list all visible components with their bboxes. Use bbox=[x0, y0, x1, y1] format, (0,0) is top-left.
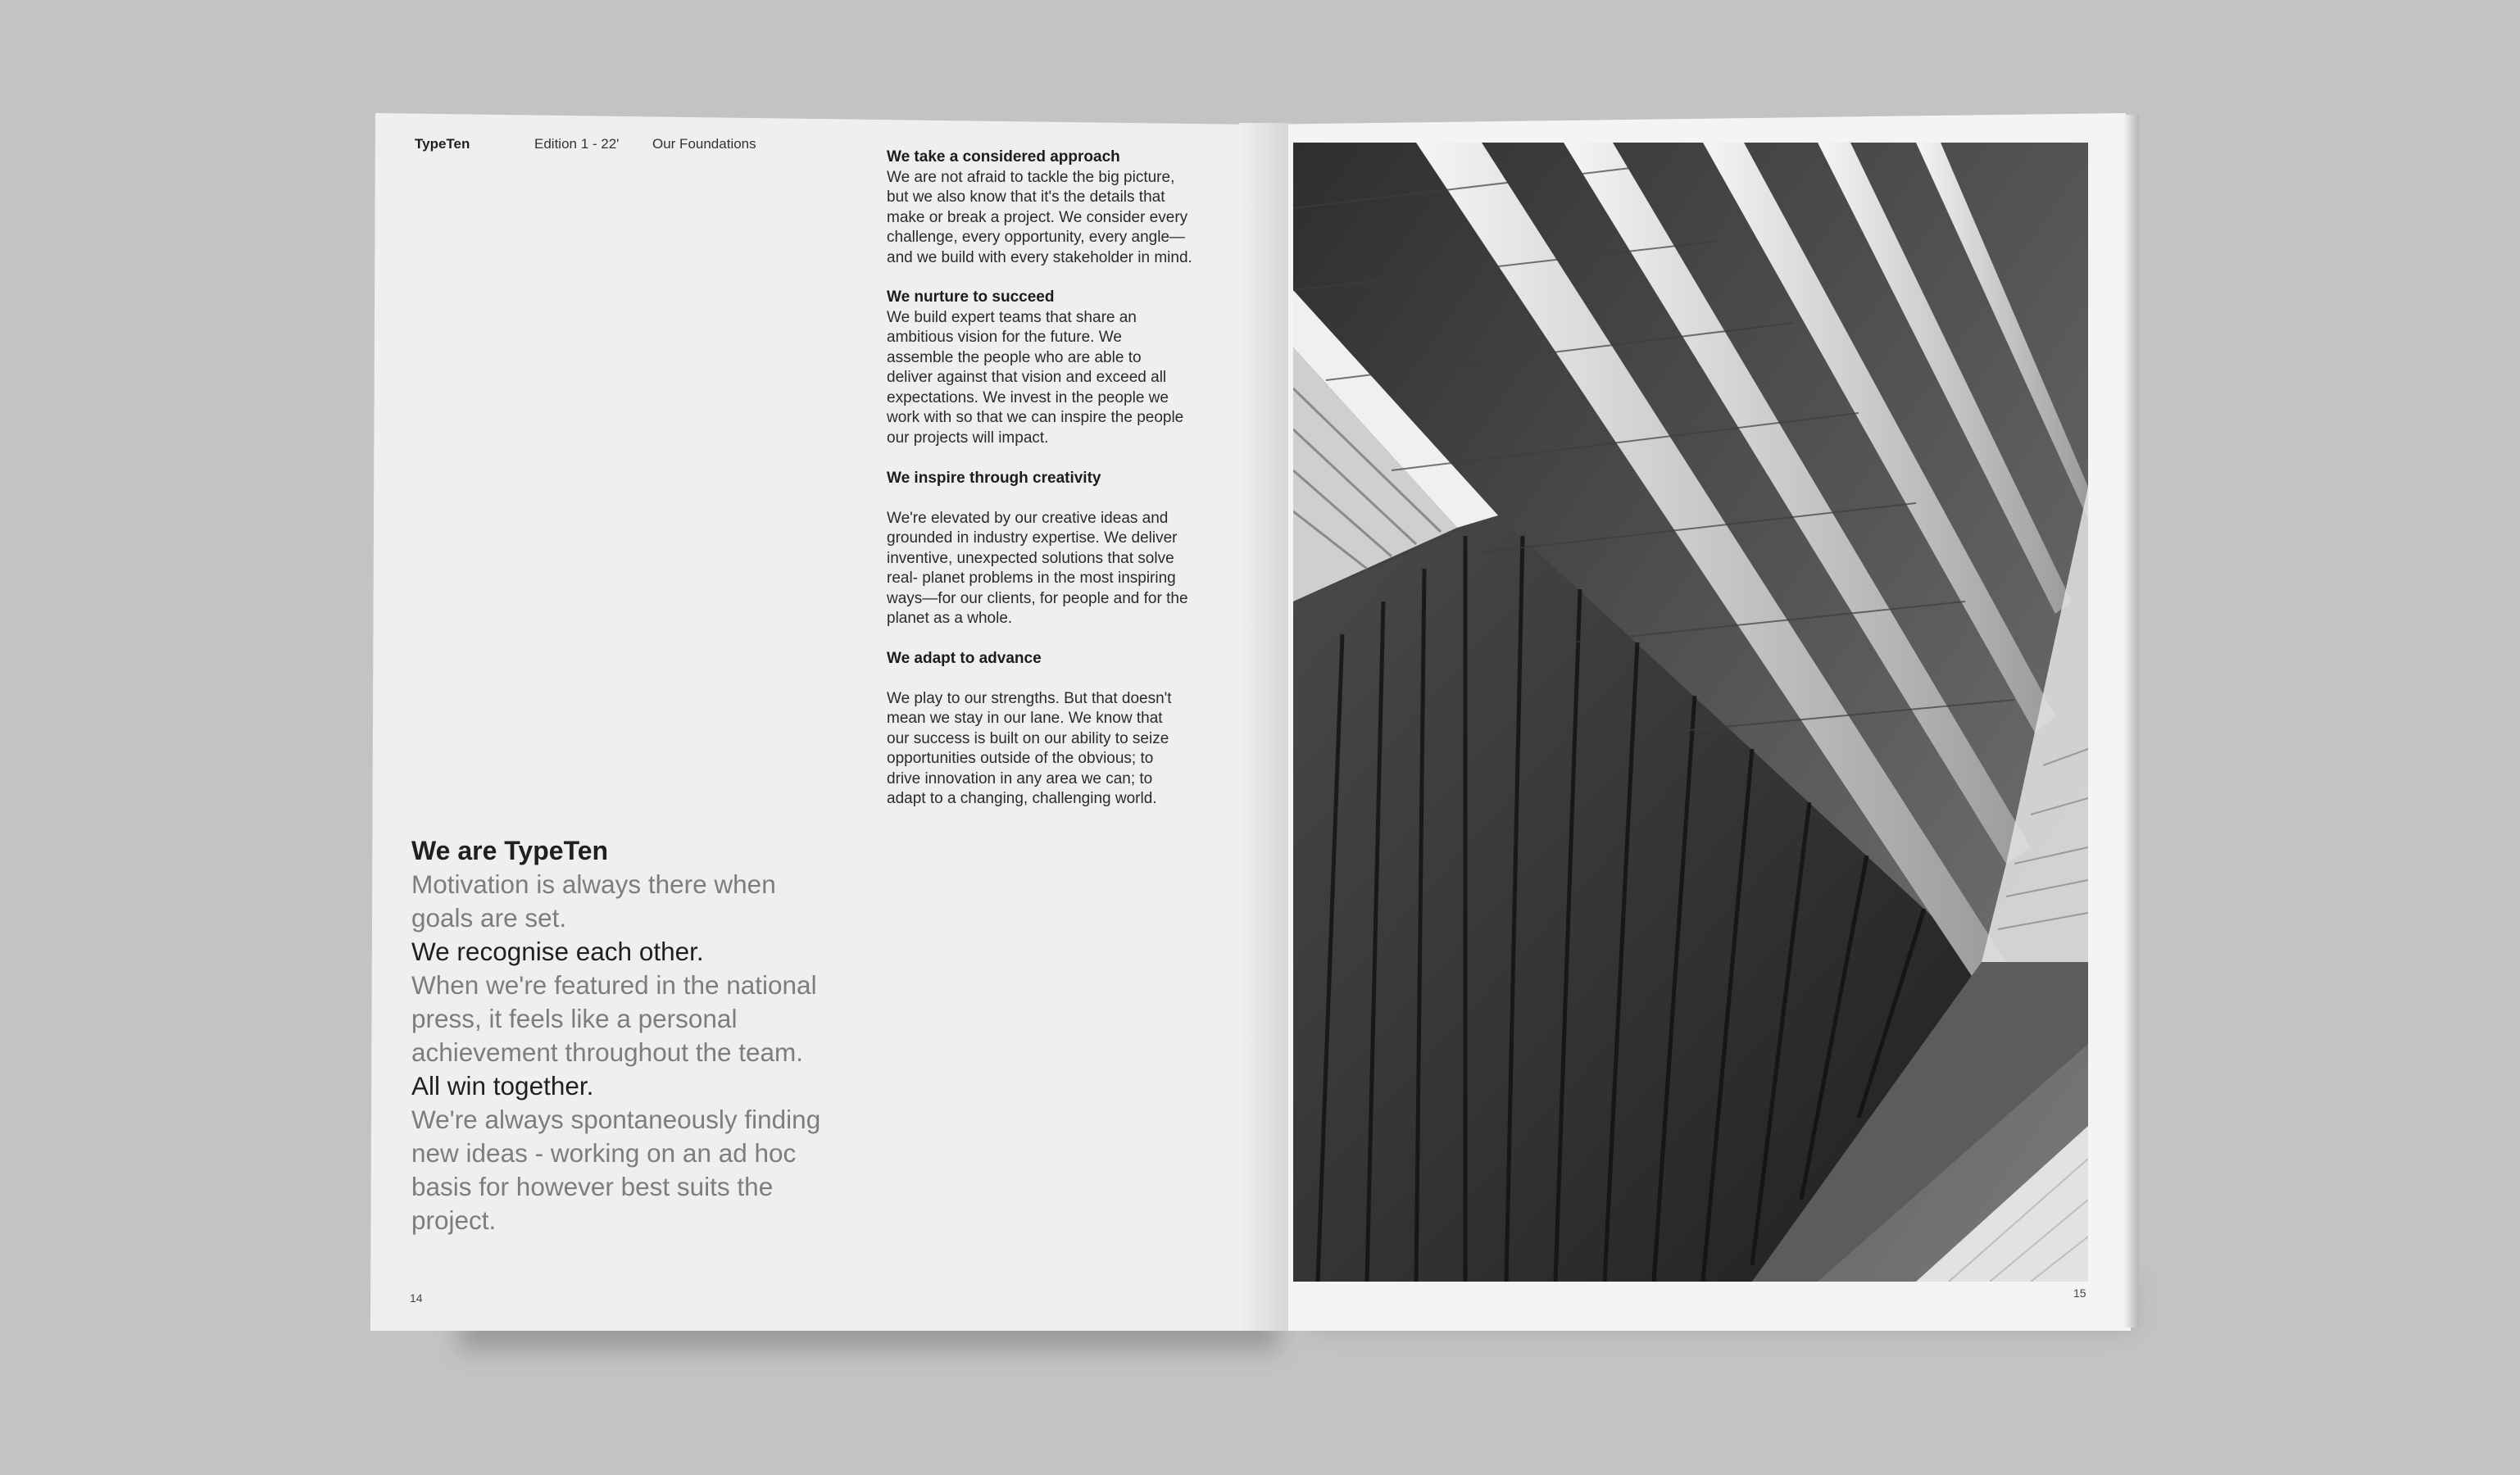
brand-name: TypeTen bbox=[415, 136, 470, 152]
body-line: challenge, every opportunity, every angle— bbox=[887, 229, 1186, 246]
intro-line: We recognise each other. bbox=[411, 937, 704, 966]
body-line: planet as a whole. bbox=[887, 610, 1013, 627]
intro-line: All win together. bbox=[411, 1071, 594, 1101]
page-number-left: 14 bbox=[410, 1291, 423, 1305]
body-line: assemble the people who are able to bbox=[887, 348, 1142, 366]
body-line: but we also know that it's the details that bbox=[887, 188, 1165, 206]
body-line: our projects will impact. bbox=[887, 429, 1049, 447]
section-heading: We adapt to advance bbox=[887, 650, 1042, 667]
body-line: We're elevated by our creative ideas and bbox=[887, 509, 1169, 527]
intro-line: When we're featured in the national bbox=[411, 970, 817, 1000]
body-line: We play to our strengths. But that doesn't bbox=[887, 689, 1172, 707]
intro-line: new ideas - working on an ad hoc bbox=[411, 1138, 797, 1168]
body-line: expectations. We invest in the people we bbox=[887, 388, 1169, 406]
body-line: mean we stay in our lane. We know that bbox=[887, 710, 1163, 727]
intro-line: Motivation is always there when bbox=[411, 869, 776, 899]
intro-line: goals are set. bbox=[411, 903, 567, 933]
body-line: We are not afraid to tackle the big picture, bbox=[887, 168, 1175, 186]
body-line: ambitious vision for the future. We bbox=[887, 329, 1122, 346]
section-heading: We inspire through creativity bbox=[887, 470, 1101, 487]
body-line: deliver against that vision and exceed all bbox=[887, 369, 1167, 386]
body-line: work with so that we can inspire the people bbox=[887, 409, 1184, 426]
architecture-photo bbox=[1293, 143, 2088, 1282]
architecture-photo-graphic bbox=[1293, 143, 2088, 1282]
values-section-adapt bbox=[887, 649, 1231, 810]
body-line: adapt to a changing, challenging world. bbox=[887, 790, 1157, 807]
body-line: make or break a project. We consider every bbox=[887, 208, 1188, 226]
values-section-nurture bbox=[887, 288, 1231, 448]
edition-label: Edition 1 - 22' bbox=[534, 136, 620, 152]
body-line: our success is built on our ability to seize bbox=[887, 729, 1169, 747]
body-line: opportunities outside of the obvious; to bbox=[887, 750, 1154, 767]
body-line: real- planet problems in the most inspiring bbox=[887, 570, 1176, 587]
section-heading: We nurture to succeed bbox=[887, 288, 1055, 306]
body-line: inventive, unexpected solutions that solve bbox=[887, 549, 1174, 567]
intro-line: We're always spontaneously finding bbox=[411, 1105, 821, 1134]
right-page-edge bbox=[2124, 115, 2139, 1328]
body-line: grounded in industry expertise. We deliver bbox=[887, 529, 1178, 547]
page-gutter bbox=[1239, 123, 1288, 1331]
body-line: ways—for our clients, for people and for the bbox=[887, 589, 1188, 607]
values-section-approach bbox=[887, 148, 1231, 268]
body-line: We build expert teams that share an bbox=[887, 308, 1137, 326]
page-number-right: 15 bbox=[2073, 1287, 2086, 1300]
section-heading: We take a considered approach bbox=[887, 148, 1120, 166]
body-line: drive innovation in any area we can; to bbox=[887, 769, 1153, 787]
intro-statement bbox=[411, 834, 870, 1237]
intro-title: We are TypeTen bbox=[411, 836, 609, 865]
body-line: and we build with every stakeholder in mind. bbox=[887, 248, 1192, 266]
intro-line: press, it feels like a personal bbox=[411, 1004, 738, 1033]
intro-line: basis for however best suits the bbox=[411, 1172, 774, 1201]
intro-line: achievement throughout the team. bbox=[411, 1037, 804, 1067]
values-section-creativity bbox=[887, 469, 1231, 629]
intro-line: project. bbox=[411, 1205, 497, 1235]
section-label: Our Foundations bbox=[652, 136, 756, 152]
